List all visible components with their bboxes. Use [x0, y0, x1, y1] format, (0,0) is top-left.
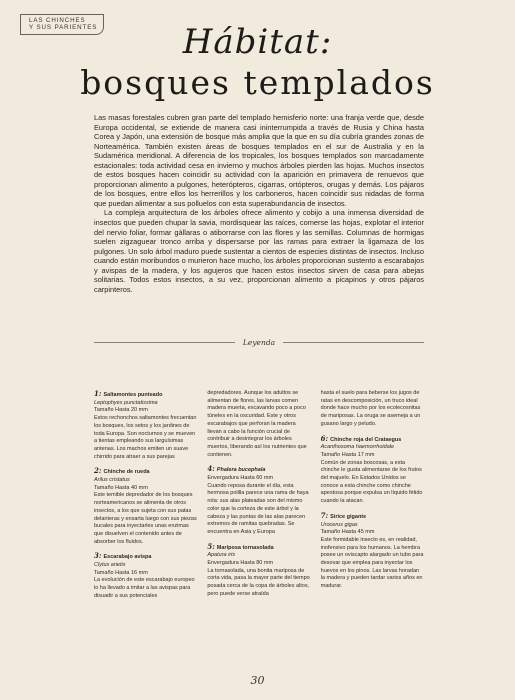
entry-number: 7: [320, 510, 329, 520]
entry-description: La evolución de este escarabajo europeo lo ha llevado a imitar a las avispas para disuadir a sus potenciales [94, 577, 195, 599]
entry-scientific-name: Arilus cristatus [94, 477, 130, 484]
entry-scientific-name: Clytus arietis [94, 562, 126, 569]
entry-description: Común de zonas boscosas, a esta chinche le gusta alimentarse de los frutos del majuelo. En Estados Unidos se conoce a esta chinche como chinche apestosa porque expulsa un líquido fétido cuando la atacan. [320, 459, 423, 505]
entry-name: Mariposa tornasolada [216, 544, 274, 551]
entry-scientific-name: Leptophyes punctatissima [94, 399, 158, 406]
body-paragraph: La compleja arquitectura de los árboles ofrece alimento y cobijo a una inmensa diversidad de insectos que pueden chupar la savia, mordisquear las raíces, comerse las hojas, explotar el interior del nervio foliar, formar gállaras o atiborrarse con las flores y las semillas. Columnas de hormigas suelen zigzaguear tronco arriba y dispersarse por las ramas para extraer la ligamaza de los pulgones. Un solo árbol maduro puede sustentar a cientos de especies distintas de insectos. Incluso cuando están moribundos o murieron hace mucho, los árboles proporcionan sustento a escarabajos y avispas de la madera, y los agujeros que hacen estos insectos sirven de casa para abejas solitarias. Todos estos insectos, a su vez, proporcionan alimento a picapinos y otros pájaros carpinteros. [94, 208, 424, 294]
section-tab-line1: LAS CHINCHES [29, 17, 86, 24]
entry-number: 5: [207, 541, 215, 551]
legend-column-2 [207, 390, 310, 607]
entry-size: Envergadura Hasta 60 mm [207, 475, 274, 482]
body-paragraph: Las masas forestales cubren gran parte del templado hemisferio norte: una franja verde que, desde Europa occidental, se extiende de manera casi ininterrumpida a través de Rusia y China hasta Corea y Japón, una extensión de bosque más amplia que la que en su día cubría grandes zonas de Norteamérica. También existen áreas de bosques templados en el sur de Australia y en la Sudamérica meridional. A diferencia de los tropicales, los bosques templados son marcadamente estacionales: toda actividad cesa en invierno y muchos árboles pierden las hojas. Muchos insectos de estos bosques hacen coincidir su actividad con la aparición en primavera de renuevos que proporcionan alimento a pulgones, heterópteros, cigarras, ortópteros, orugas y demás. Los pájaros de los bosques, entre ellos los herrerillos y los carboneros, hacen coincidir sus nidadas de forma que puedan alimentar a sus polluelos con esta superabundancia de insectos. [94, 113, 424, 208]
legend-entry [207, 465, 310, 536]
entry-description: Cuando reposa durante el día, esta hermosa polilla parece una rama de haya rota: sus alas plateadas son del mismo color que la corteza de este árbol y la cabeza y las puntas de las alas parecen extremos de ramitas quebradas. Se encuentra en Asia y Europa [207, 482, 309, 535]
legend-header [94, 338, 424, 347]
legend-entry [94, 390, 197, 461]
page-number: 30 [250, 674, 265, 687]
body-text [94, 113, 424, 294]
legend-entry [94, 552, 197, 600]
entry-size: Tamaño Hasta 45 mm [320, 529, 375, 536]
page-title-line1: Hábitat: [182, 22, 333, 62]
entry-name: Escarabajo avispa [103, 554, 152, 561]
entry-name: Phalera bucephala [216, 467, 266, 474]
legend-entry-continued [207, 390, 310, 459]
entry-description: depredadores. Aunque los adultos se alimentan de flores, las larvas comen madera muerta, excavando poco a poco túneles en la oscuridad. Este y otros escarabajos que perforan la madera llevan a cabo la función crucial de contribuir a desintegrar los árboles muertos, liberando así los nutrientes que contienen. [207, 390, 307, 458]
legend-rule-right [283, 342, 424, 343]
section-tab-line2: Y SUS PARIENTES [29, 24, 98, 31]
legend-columns [94, 390, 424, 607]
entry-name: Saltamontes punteado [103, 392, 163, 398]
legend-label: Leyenda [242, 338, 276, 347]
entry-scientific-name: Acanthosoma haemorrhoidale [320, 444, 395, 451]
entry-number: 2: [94, 466, 102, 476]
entry-size: Envergadura Hasta 80 mm [207, 560, 274, 567]
legend-column-3 [321, 390, 424, 607]
entry-description: La tornasolada, una bonita mariposa de corta vida, pasa la mayor parte del tiempo posada cerca de la copa de árboles altos, pero puede verse atraída [207, 567, 310, 597]
entry-name: Sirice gigante [330, 513, 367, 520]
entry-number: 3: [94, 551, 102, 561]
legend-entry [94, 467, 197, 546]
entry-size: Tamaño Hasta 20 mm [94, 407, 148, 414]
entry-name: Chinche roja del Crataegus [330, 436, 402, 443]
entry-size: Tamaño Hasta 40 mm [94, 484, 148, 491]
entry-number: 4: [207, 464, 215, 474]
entry-number: 6: [320, 433, 329, 443]
legend-column-1 [94, 390, 197, 607]
entry-description: Este temible depredador de los bosques norteamericanos se alimenta de otros insectos, a los que sujeta con sus patas delanteras y ensarta luego con sus piezas bucales para inyectarles unas enzimas que disuelven el contenido antes de absorber los fluidos. [94, 492, 197, 545]
entry-size: Tamaño Hasta 17 mm [320, 451, 375, 458]
entry-number: 1: [94, 389, 102, 398]
entry-scientific-name: Urocerus gigas [320, 521, 358, 528]
entry-description: Este formidable insecto es, en realidad, inofensivo para los humanos. La hembra posee un oviscapto alargado un tubo para desovar que emplea para inyectar los huevos en los pinos. Las larvas horadan la madera y pueden tardar varios años en madurar. [320, 536, 424, 590]
legend-entry-continued [321, 390, 424, 429]
legend-entry [321, 512, 424, 591]
entry-size: Tamaño Hasta 16 mm [94, 569, 148, 576]
legend-entry [207, 543, 310, 599]
page-title-line2: bosques templados [80, 63, 435, 102]
entry-name: Chinche de rueda [103, 469, 150, 476]
entry-scientific-name: Apatura iris [207, 552, 236, 559]
legend-entry [321, 435, 424, 506]
entry-description: Estos rechonchos saltamontes frecuentan los bosques, los setos y los jardines de toda Europa. Son nocturnos y se mueven a tientas empleando sus larguísimas antenas. Los machos emiten un suave chirrido para atraer a sus parejas [94, 415, 197, 460]
entry-description: hasta el suelo para beberse los jugos de ratas en descomposición, un truco ideal donde hace mucho por los ecolecosnitas de mariposas. La oruga se asemeja a un gusano largo y peludo. [320, 390, 421, 427]
legend-rule-left [94, 342, 235, 343]
